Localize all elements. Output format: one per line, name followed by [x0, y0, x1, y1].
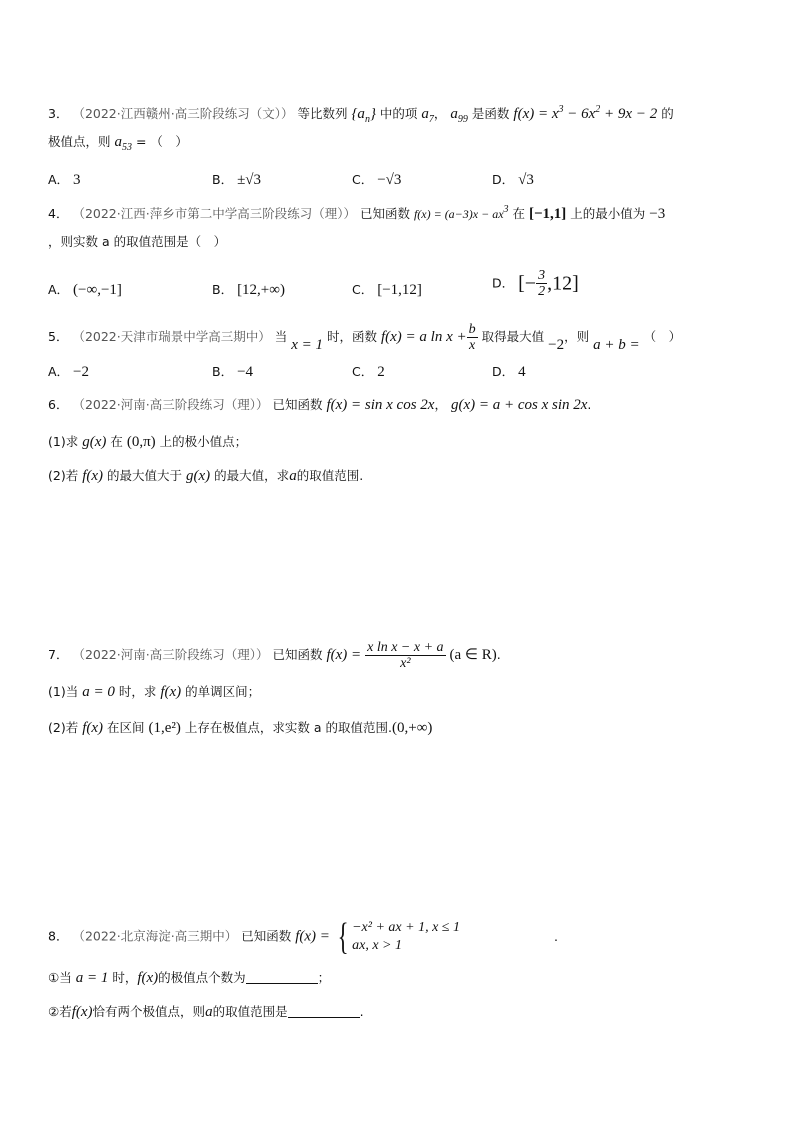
- q4-stem-line1: [48, 200, 665, 224]
- q7-part2: [48, 718, 432, 738]
- option-d[interactable]: D． √3: [492, 172, 534, 188]
- stem-text: 在: [512, 206, 526, 221]
- stem-text: .: [587, 397, 592, 412]
- function-g-expr: g(x): [186, 468, 211, 484]
- question-number: 4．: [48, 206, 69, 221]
- stem-text: = （ ）: [135, 134, 188, 149]
- stem-text: 极值点，则: [48, 134, 111, 149]
- stem-text: ②若: [48, 1004, 72, 1019]
- stem-text: 时，求: [118, 684, 157, 699]
- stem-text: 恰有两个极值点，则: [92, 1004, 206, 1019]
- question-number: 7．: [48, 647, 69, 662]
- part-number: (1): [48, 684, 66, 699]
- left-brace: {: [337, 916, 349, 958]
- term-a99: $a_{99}$: [450, 106, 468, 125]
- q7-stem: [48, 640, 501, 671]
- stem-text: 上的极小值点；: [159, 434, 248, 449]
- interval-expr: [−1,1]: [529, 206, 567, 222]
- variable-a: a: [289, 468, 297, 484]
- option-a[interactable]: A． (−∞,−1]: [48, 282, 122, 298]
- stem-text: 若: [65, 468, 79, 483]
- question-number: 8．: [48, 928, 69, 944]
- stem-text: 的极值点个数为: [158, 970, 246, 985]
- fraction: $\frac{3}{2}$: [538, 268, 546, 299]
- function-f-expr: f(x) = sin x cos 2x: [326, 397, 435, 413]
- stem-text: 的取值范围是: [212, 1004, 288, 1019]
- part-number: (2): [48, 720, 66, 735]
- q7-part1: [48, 682, 260, 702]
- q6-part1: [48, 432, 247, 452]
- stem-text: 已知函数: [272, 647, 323, 662]
- function-expr: f(x) =: [326, 647, 362, 663]
- fraction: $\frac{b}{x}$: [468, 322, 476, 353]
- function-f-expr: f(x): [82, 720, 104, 736]
- q8-stem: [48, 918, 558, 956]
- answer-blank[interactable]: [246, 969, 318, 984]
- stem-text: 取得最大值: [481, 329, 545, 344]
- term-a53: $a_{53}$: [114, 134, 132, 153]
- condition-expr: a = 0: [82, 684, 115, 700]
- function-f-expr: f(x): [137, 970, 159, 986]
- question-source: （2022·江西·萍乡市第二中学高三阶段练习（理））: [72, 206, 356, 221]
- stem-text: ；: [317, 970, 331, 985]
- stem-text: ①当: [48, 970, 72, 985]
- function-expr: $f(x) = (a-3)x - ax^3$: [413, 204, 509, 221]
- interval-expr: (0,π): [126, 434, 156, 450]
- q8-part1: [48, 968, 330, 988]
- option-d[interactable]: D． [− $\frac{3}{2}$ ,12]: [492, 268, 579, 299]
- stem-text: 时，: [112, 970, 138, 985]
- stem-text: 的最大值大于: [107, 468, 183, 483]
- condition-expr: x = 1: [291, 337, 323, 353]
- min-value: −3: [649, 206, 666, 222]
- stem-text: 的: [661, 106, 674, 121]
- question-number: 6．: [48, 397, 69, 412]
- question-number: 3．: [48, 106, 69, 121]
- condition-expr: a = 1: [75, 970, 109, 986]
- variable-a: a: [205, 1004, 213, 1020]
- interval-expr: (1,e²): [148, 720, 181, 736]
- stem-text: 中的项: [379, 106, 418, 121]
- option-b[interactable]: B． −4: [212, 364, 254, 380]
- stem-text: ，则: [564, 329, 590, 344]
- stem-text: ，: [434, 397, 447, 412]
- answer-expr: (0,+∞): [392, 720, 433, 736]
- stem-text: 已知函数: [272, 397, 323, 412]
- question-number: 5．: [48, 329, 69, 344]
- stem-text: 的单调区间；: [185, 684, 261, 699]
- stem-text: 的取值范围.: [296, 468, 364, 483]
- question-source: （2022·河南·高三阶段练习（理））: [72, 397, 269, 412]
- option-c[interactable]: C． −√3: [352, 172, 402, 188]
- stem-text: 的最大值，求: [214, 468, 290, 483]
- function-expr: $f(x) = x^3 - 6x^2 + 9x - 2$: [513, 104, 658, 122]
- case-2: ax, x > 1: [352, 938, 402, 953]
- piecewise-cases: [352, 919, 460, 955]
- option-d[interactable]: D． 4: [492, 364, 526, 380]
- domain-expr: (a ∈ R): [449, 647, 497, 663]
- question-source: （2022·河南·高三阶段练习（理））: [72, 647, 269, 662]
- q4-stem-line2: ，则实数 a 的取值范围是（ ）: [48, 234, 227, 249]
- stem-text: 是函数: [471, 106, 510, 121]
- stem-text: （ ）: [643, 329, 682, 344]
- question-source: （2022·江西赣州·高三阶段练习（文））: [72, 106, 294, 121]
- stem-text: 时，函数: [326, 329, 377, 344]
- q3-stem-line1: [48, 100, 674, 130]
- stem-text: .: [359, 1004, 364, 1019]
- stem-text: 若: [65, 720, 79, 735]
- stem-text: 在: [110, 434, 123, 449]
- function-f-expr: f(x): [160, 684, 182, 700]
- stem-text: 在区间: [107, 720, 145, 735]
- sum-expr: a + b =: [593, 337, 640, 353]
- stem-text: 等比数列: [297, 106, 348, 121]
- case-1: −x² + ax + 1, x ≤ 1: [352, 920, 460, 935]
- stem-text: 已知函数: [359, 206, 410, 221]
- term-a7: $a_7$: [421, 106, 434, 125]
- function-f-expr: f(x): [71, 1004, 93, 1020]
- option-a[interactable]: A． −2: [48, 364, 90, 380]
- stem-text: 当: [274, 329, 288, 344]
- part-number: (2): [48, 468, 66, 483]
- max-value: −2: [548, 337, 565, 353]
- function-f-expr: f(x): [82, 468, 104, 484]
- q8-part2: [48, 1002, 364, 1022]
- answer-blank[interactable]: [288, 1003, 360, 1018]
- stem-text: 已知函数: [241, 928, 292, 944]
- q6-stem: [48, 395, 591, 415]
- stem-text: 当: [65, 684, 79, 699]
- sequence-expr: $\{a_n\}$: [351, 106, 376, 125]
- option-b[interactable]: B． ±√3: [212, 172, 262, 188]
- function-g-expr: g(x): [82, 434, 107, 450]
- option-c[interactable]: C． [−1,12]: [352, 282, 422, 298]
- stem-text: .: [496, 647, 501, 662]
- function-expr: f(x) =: [295, 928, 330, 945]
- question-source: （2022·北京海淀·高三期中）: [72, 928, 238, 944]
- part-number: (1): [48, 434, 66, 449]
- function-expr: f(x) = a ln x +: [380, 329, 467, 345]
- q5-stem-line1: [48, 322, 681, 355]
- fraction: $\frac{\text{x ln x − x + a}}{\text{x²}}$: [367, 640, 444, 671]
- question-source: （2022·天津市瑞景中学高三期中）: [72, 329, 271, 344]
- q3-stem-line2: [48, 132, 188, 158]
- stem-text: 上的最小值为: [570, 206, 646, 221]
- stem-text: .: [553, 928, 558, 944]
- option-b[interactable]: B． [12,+∞): [212, 282, 285, 298]
- function-g-expr: g(x) = a + cos x sin 2x: [450, 397, 588, 413]
- stem-text: ，: [433, 106, 447, 121]
- option-c[interactable]: C． 2: [352, 364, 385, 380]
- stem-text: 上存在极值点，求实数 a 的取值范围.: [184, 720, 393, 735]
- option-a[interactable]: A． 3: [48, 172, 81, 188]
- stem-text: 求: [65, 434, 79, 449]
- q6-part2: [48, 466, 363, 486]
